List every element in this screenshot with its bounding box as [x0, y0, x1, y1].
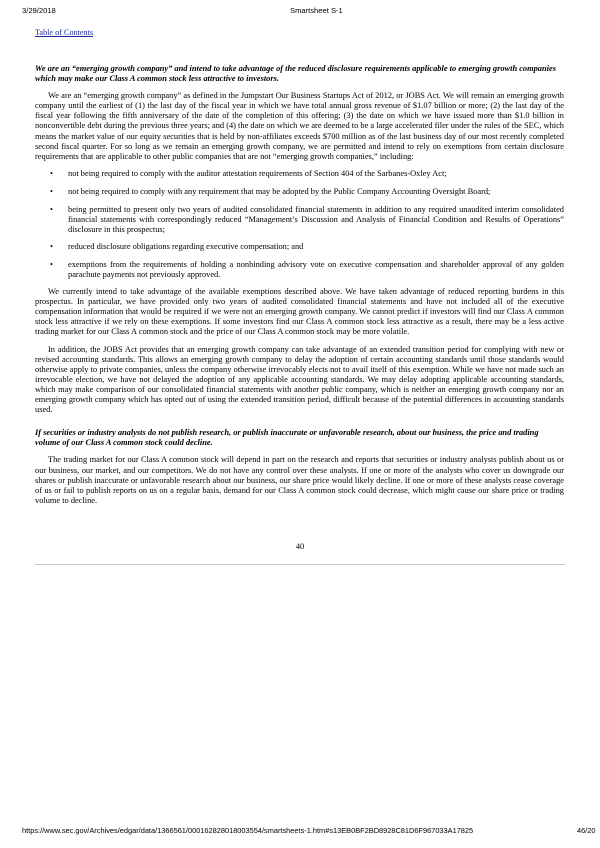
paragraph-transition-period: In addition, the JOBS Act provides that an emerging growth company can take advantage of an extended transition period for complying with new or revised accounting standards. This allows an emerging growth company to delay the adoption of certain accounting standards until those standards would otherwise apply to private companies, unless the company otherwise irrevocably elects not to avail itself of this exemption. While we have not made such an irrevocable election, we have not delayed the adoption of any applicable accounting standards. We may delay adopting applicable accounting standards, which may make comparison of our consolidated financial statements with another public company, which is neither an emerging growth company nor an emerging growth company which has opted out of using the extended transition period, difficult because of the potential differences in accounting standards used.	[35, 344, 564, 415]
bullet-icon: •	[50, 186, 53, 196]
section-heading-emerging-growth: We are an “emerging growth company” and intend to take advantage of the reduced disclosure requirements applicable to emerging growth companies which may make our Class A common stock less attractive to investors.	[35, 64, 556, 84]
exemptions-list	[35, 169, 564, 280]
list-item: • exemptions from the requirements of holding a nonbinding advisory vote on executive compensation and shareholder approval of any golden parachute payments not previously approved.	[50, 259, 564, 279]
page-divider	[35, 564, 565, 565]
bullet-icon: •	[50, 259, 53, 269]
list-item: • being permitted to present only two years of audited consolidated financial statements in addition to any required unaudited interim consolidated financial statements with correspondingly reduced “Management’s Discussion and Analysis of Financial Condition and Results of Operations” disclosure in this prospectus;	[50, 204, 564, 234]
bullet-icon: •	[50, 204, 53, 214]
paragraph-exemptions-usage: We currently intend to take advantage of the available exemptions described above. We have taken advantage of reduced reporting burdens in this prospectus. In particular, we have provided only two years of audited consolidated financial statements and have not included all of the executive compensation information that would be required if we were not an emerging growth company. We cannot predict if investors will find our Class A common stock less attractive if we rely on these exemptions. If some investors find our Class A common stock less attractive as a result, there may be a less active trading market for our Class A common stock and the price of our Class A common stock may be more volatile.	[35, 287, 564, 337]
bullet-icon: •	[50, 169, 53, 179]
print-date: 3/29/2018	[22, 6, 56, 15]
paragraph-emerging-growth-intro: We are an “emerging growth company” as defined in the Jumpstart Our Business Startups Act of 2012, or JOBS Act. We will remain an emerging growth company until the earliest of (1) the last day of the fiscal year in which we have total annual gross revenue of $1.07 billion or more; (2) the last day of the fiscal year following the fifth anniversary of the date of the completion of this offering; (3) the date on which we have issued more than $1.0 billion in nonconvertible debt during the previous three years; and (4) the date on which we are deemed to be a large accelerated filer under the rules of the SEC, which means the market value of our equity securities that is held by non-affiliates exceeds $700 million as of the last business day of our most recently completed second fiscal quarter. For so long as we remain an emerging growth company, we are permitted and intend to rely on exemptions from certain disclosure requirements that are applicable to other public companies that are not “emerging growth companies,” including:	[35, 91, 564, 161]
document-body	[35, 64, 564, 506]
section-heading-analysts: If securities or industry analysts do not publish research, or publish inaccurate or unfavorable research, about our business, the price and trading volume of our Class A common stock could decline.	[35, 428, 539, 448]
list-item: • reduced disclosure obligations regarding executive compensation; and	[50, 242, 304, 252]
list-item: • not being required to comply with any requirement that may be adopted by the Public Company Accounting Oversight Board;	[50, 186, 491, 196]
bullet-icon: •	[50, 242, 53, 252]
footer-url: https://www.sec.gov/Archives/edgar/data/1366561/000162828018003554/smartsheets-1.htm#s13EB0BF2BD8928C81D6F967033A17825	[22, 826, 474, 835]
list-item: • not being required to comply with the auditor attestation requirements of Section 404 of the Sarbanes-Oxley Act;	[50, 169, 447, 179]
table-of-contents-link[interactable]: Table of Contents	[35, 28, 94, 37]
paragraph-analysts: The trading market for our Class A common stock will depend in part on the research and reports that securities or industry analysts publish about us or our business, our market, and our competitors. We do not have any control over these analysts. If one or more of the analysts who cover us downgrade our shares or publish inaccurate or unfavorable research about our business, our share price would likely decline. If one or more of these analysts cease coverage of us or fail to publish reports on us on a regular basis, demand for our Class A common stock could decrease, which might cause our share price or trading volume to decline.	[35, 455, 564, 505]
page-number: 40	[295, 542, 305, 551]
document-title: Smartsheet S-1	[290, 6, 343, 15]
footer-page-indicator: 46/20	[577, 826, 596, 835]
